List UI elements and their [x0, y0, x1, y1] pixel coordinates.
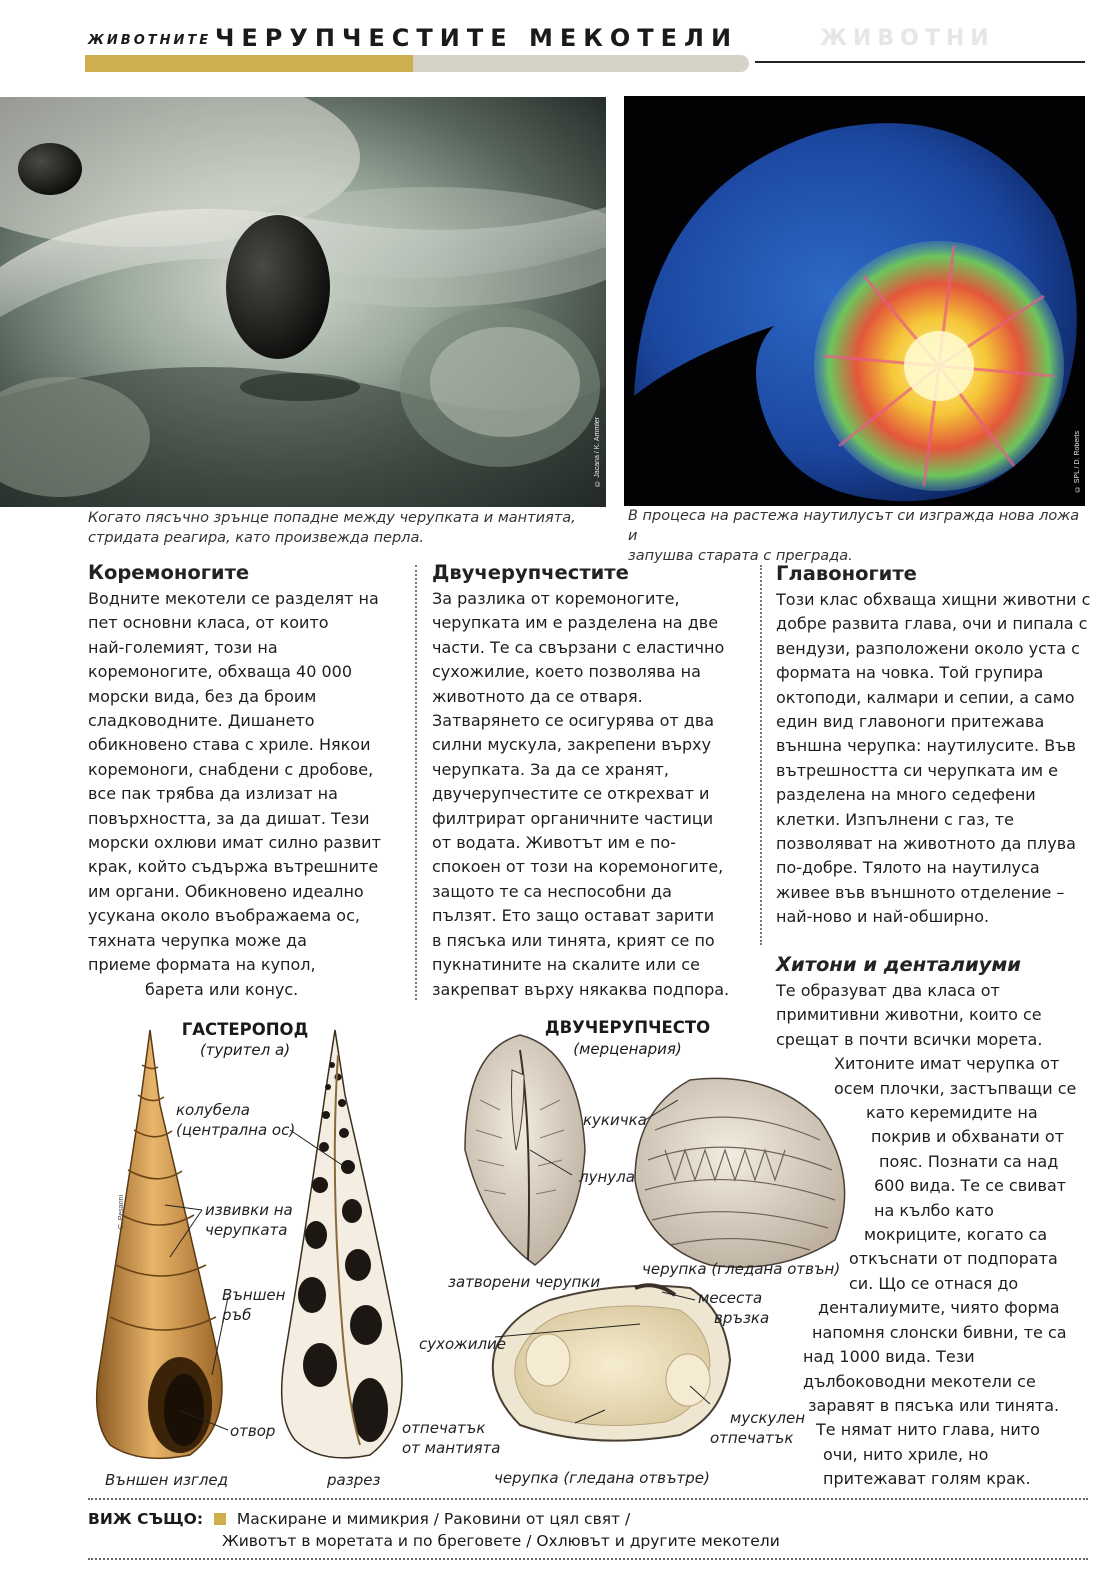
- footer-rule-top: [88, 1498, 1088, 1500]
- column-separator-1: [415, 565, 417, 1000]
- col1-text: Водните мекотели се разделят на пет основни класа, от които най-големият, този на коремоногите, обхваща 40 000 морски вида, без да броим сладководните. Дишането обикновено става с хриле. Някои коремоноги, снабдени с дробове, все пак трябва да излизат на повърхността, за да дишат. Тези морски охлюви имат силно развит крак, който съдържа вътрешните им органи. Обикновено идеално усукана около въображаема ос, тяхната черупка може да приеме формата на купол, барета или конус.: [88, 589, 381, 999]
- bivalve-title: ДВУЧЕРУПЧЕСТО: [544, 1018, 711, 1037]
- see-also: [88, 1508, 1088, 1552]
- label-ligament: сухожилие: [419, 1335, 507, 1353]
- gastropod-title: ГАСТЕРОПОД: [181, 1020, 309, 1039]
- header-bar-grey: [413, 55, 749, 72]
- ghost-heading: ЖИВОТНИ: [820, 26, 995, 51]
- see-also-links-1[interactable]: Маскиране и мимикрия / Раковини от цял свят /: [236, 1510, 631, 1528]
- header-rule: [755, 61, 1085, 63]
- caption-right: В процеса на растежа наутилусът си изгражда нова ложа и запушва старата с преграда.: [628, 508, 1080, 564]
- page-title: ЧЕРУПЧЕСТИТЕ МЕКОТЕЛИ: [215, 24, 739, 52]
- heading-gastropods: Коремоногите: [88, 561, 250, 584]
- see-also-label: ВИЖ СЪЩО:: [88, 1510, 204, 1528]
- heading-cephalopods: Главоногите: [776, 562, 917, 585]
- illustration-artist: C. Pesarini: [118, 1195, 125, 1230]
- col3-text: Този клас обхваща хищни животни с добре развита глава, очи и пипала с вендузи, разположени около уста с формата на човка. Той групира октоподи, калмари и сепии, а само един вид главоноги притежава външна черупка: наутилусите. Във вътрешността си черупката им е разделена на много седефени клетки. Изпълнени с газ, те позволяват на животното да плува по-добре. Тялото на наутилуса живее във външното отделение – най-ново и най-обширно.: [776, 590, 1091, 927]
- label-aperture: отвор: [230, 1422, 276, 1440]
- col2-text: За разлика от коремоногите, черупката им е разделена на две части. Те са свързани с еластично сухожилие, което позволява на животното да се отваря. Затварянето се осигурява от два силни мускула, закрепени върху черупката. За да се хранят, двучерупчестите се открехват и филтрират органичните частици от водата. Животът им е по- спокоен от този на коремоногите, защото те са неспособни да пълзят. Ето защо остават зарити в пясъка или тинята, крият се по пукнатините на скалите или се закрепват върху някаква подпора.: [432, 589, 730, 999]
- column-separator-2: [760, 565, 762, 945]
- label-lunule: лунула: [579, 1168, 635, 1186]
- label-whorls: извивки на черупката: [205, 1201, 293, 1239]
- photo-credit-right: © SPL / D. Roberts: [1074, 431, 1081, 493]
- label-closed-valves: затворени черупки: [448, 1273, 601, 1291]
- label-outside-view: Външен изглед: [105, 1471, 229, 1489]
- col3-text-2: Те образуват два класа от примитивни животни, които се срещат в почти всички морета. Хитоните имат черупка от осем плочки, застъпващи се като керемидите на покрив и обхванати от пояс. Познати са над 600 вида. Те се свиват на кълбо като мокриците, когато са откъснати от подпората си. Що се отнася до денталиумите, чиято форма напомня слонски бивни, те са над 1000 вида. Тези дълбоководни мекотели се заравят в пясъка или тинята. Те нямат нито глава, нито очи, нито хриле, но притежават голям крак.: [776, 981, 1077, 1489]
- heading-bivalves: Двучерупчестите: [432, 561, 629, 584]
- oyster-photo: [0, 97, 606, 507]
- label-columella: колубела (централна ос): [176, 1101, 296, 1139]
- label-hinge-ligament: месеста връзка: [698, 1289, 770, 1327]
- footer-rule-bottom: [88, 1558, 1088, 1560]
- label-section: разрез: [327, 1471, 381, 1489]
- square-bullet-icon: [214, 1513, 226, 1525]
- label-mantle-scar: отпечатък от мантията: [402, 1419, 501, 1457]
- header-bar-yellow: [85, 55, 413, 72]
- label-muscle-scar: мускулен отпечатък: [710, 1409, 805, 1447]
- bivalve-illustration: [440, 1030, 860, 1460]
- label-outer-shell: черупка (гледана отвън): [642, 1260, 841, 1278]
- caption-left: Когато пясъчно зрънце попадне между черупката и мантията, стридата реагира, като произвежда перла.: [88, 510, 576, 546]
- label-outer-lip: Външен ръб: [222, 1286, 286, 1324]
- label-umbo: кукичка: [583, 1111, 647, 1129]
- heading-chitons: Хитони и денталиуми: [776, 953, 1021, 976]
- nautilus-photo: [624, 96, 1085, 506]
- bivalve-subtitle: (мерценария): [573, 1040, 682, 1058]
- gastropod-subtitle: (турител а): [199, 1041, 291, 1059]
- photo-credit-left: © Jacana / K. Ammler: [594, 417, 601, 487]
- gastropod-illustration: [80, 1025, 420, 1470]
- see-also-links-2[interactable]: Животът в моретата и по бреговете / Охлювът и другите мекотели: [222, 1532, 780, 1550]
- section-label: ЖИВОТНИТЕ: [88, 33, 212, 48]
- label-inner-shell: черупка (гледана отвътре): [494, 1469, 710, 1487]
